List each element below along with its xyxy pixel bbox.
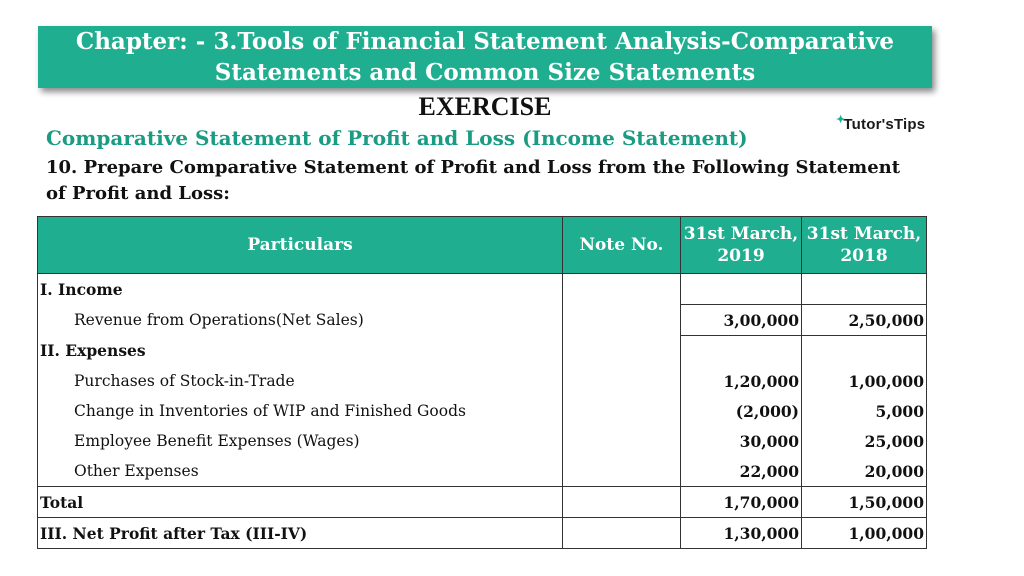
header-particulars: Particulars: [38, 217, 563, 274]
note-cell: [563, 396, 681, 426]
table-row: [38, 305, 927, 336]
value-2018: 25,000: [802, 426, 927, 456]
header-2018: [802, 217, 927, 274]
row-label-inventories: Change in Inventories of WIP and Finished Goods: [38, 396, 563, 426]
table-row: [38, 456, 927, 487]
tutors-tips-logo: [836, 116, 925, 133]
row-label-employee: Employee Benefit Expenses (Wages): [38, 426, 563, 456]
value-2018: [802, 274, 927, 305]
table-row: [38, 366, 927, 396]
banner-line-1: Chapter: - 3.Tools of Financial Statement Analysis-Comparative: [75, 28, 895, 55]
header-note-no: Note No.: [563, 217, 681, 274]
table-row: [38, 396, 927, 426]
table-row: [38, 426, 927, 456]
table-row: [38, 518, 927, 549]
table-header-row: [38, 217, 927, 274]
note-cell: [563, 274, 681, 305]
question-text: 10. Prepare Comparative Statement of Profit and Loss from the Following Statement of Profit and Loss:: [46, 157, 901, 204]
row-label-expenses: II. Expenses: [38, 336, 563, 367]
row-label-revenue: Revenue from Operations(Net Sales): [38, 305, 563, 336]
header-2018-line2: 2018: [840, 246, 888, 266]
table-row: [38, 487, 927, 518]
note-cell: [563, 518, 681, 549]
row-label-total: Total: [38, 487, 563, 518]
header-2019-line2: 2019: [717, 246, 765, 266]
table-row: [38, 336, 927, 367]
section-subtitle: Comparative Statement of Profit and Loss (Income Statement): [46, 126, 748, 150]
value-2018: 1,50,000: [802, 487, 927, 518]
header-2019-line1: 31st March,: [683, 224, 799, 244]
value-2019: 3,00,000: [681, 305, 802, 336]
value-2019: 30,000: [681, 426, 802, 456]
value-2019: [681, 274, 802, 305]
value-2019: (2,000): [681, 396, 802, 426]
value-2019: 1,70,000: [681, 487, 802, 518]
row-label-purchases: Purchases of Stock-in-Trade: [38, 366, 563, 396]
row-label-income: I. Income: [38, 274, 563, 305]
header-2018-line1: 31st March,: [806, 224, 922, 244]
value-2018: 2,50,000: [802, 305, 927, 336]
leaf-icon: ✦: [836, 114, 846, 126]
value-2018: [802, 336, 927, 367]
value-2019: [681, 336, 802, 367]
header-2019: [681, 217, 802, 274]
note-cell: [563, 487, 681, 518]
note-cell: [563, 305, 681, 336]
exercise-heading: EXERCISE: [418, 92, 552, 121]
table-row: [38, 274, 927, 305]
note-cell: [563, 426, 681, 456]
value-2018: 5,000: [802, 396, 927, 426]
chapter-banner: [38, 26, 932, 88]
note-cell: [563, 336, 681, 367]
row-label-other: Other Expenses: [38, 456, 563, 487]
value-2019: 1,30,000: [681, 518, 802, 549]
profit-loss-table: [37, 216, 927, 549]
value-2019: 22,000: [681, 456, 802, 487]
value-2018: 1,00,000: [802, 518, 927, 549]
value-2019: 1,20,000: [681, 366, 802, 396]
note-cell: [563, 366, 681, 396]
logo-text: Tutor'sTips: [843, 116, 926, 133]
note-cell: [563, 456, 681, 487]
value-2018: 20,000: [802, 456, 927, 487]
value-2018: 1,00,000: [802, 366, 927, 396]
banner-line-2: Statements and Common Size Statements: [214, 59, 756, 86]
row-label-net-profit: III. Net Profit after Tax (III-IV): [38, 518, 563, 549]
